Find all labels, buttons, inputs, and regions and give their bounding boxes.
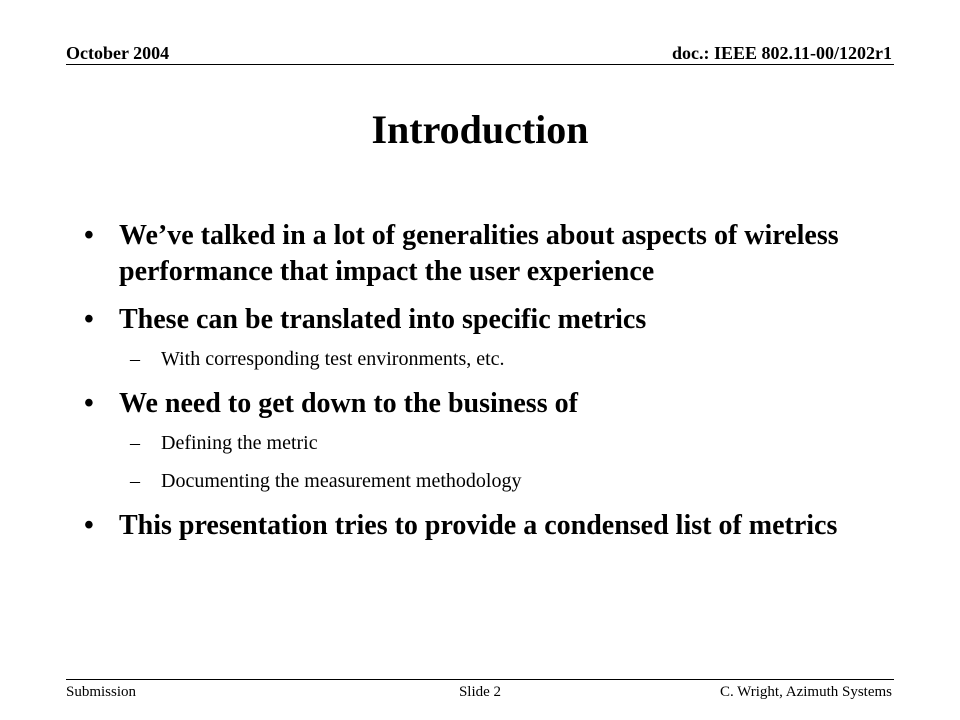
footer-author: C. Wright, Azimuth Systems bbox=[719, 684, 892, 700]
sub-bullet-marker: – bbox=[130, 432, 140, 454]
footer-divider bbox=[66, 679, 894, 680]
bullet-marker: • bbox=[84, 304, 94, 335]
bullet-marker: • bbox=[84, 220, 94, 251]
footer-submission: Submission bbox=[66, 684, 137, 700]
bullet-item: We need to get down to the business of bbox=[119, 388, 578, 419]
bullet-marker: • bbox=[84, 510, 94, 541]
sub-bullet-marker: – bbox=[130, 470, 140, 492]
bullet-item: This presentation tries to provide a condensed list of metrics bbox=[119, 510, 838, 541]
sub-bullet-item: Documenting the measurement methodology bbox=[161, 470, 522, 492]
sub-bullet-item: Defining the metric bbox=[161, 432, 318, 454]
footer-slide-number: Slide 2 bbox=[458, 684, 502, 700]
header-doc-id: doc.: IEEE 802.11-00/1202r1 bbox=[671, 43, 892, 63]
sub-bullet-item: With corresponding test environments, etc. bbox=[161, 348, 505, 370]
bullet-item: We’ve talked in a lot of generalities about aspects of wireless performance that impact the user experience bbox=[119, 220, 839, 287]
slide-title: Introduction bbox=[371, 107, 589, 152]
sub-bullet-marker: – bbox=[130, 348, 140, 370]
bullet-item: These can be translated into specific metrics bbox=[119, 304, 647, 335]
header-date: October 2004 bbox=[66, 43, 170, 63]
bullet-marker: • bbox=[84, 388, 94, 419]
